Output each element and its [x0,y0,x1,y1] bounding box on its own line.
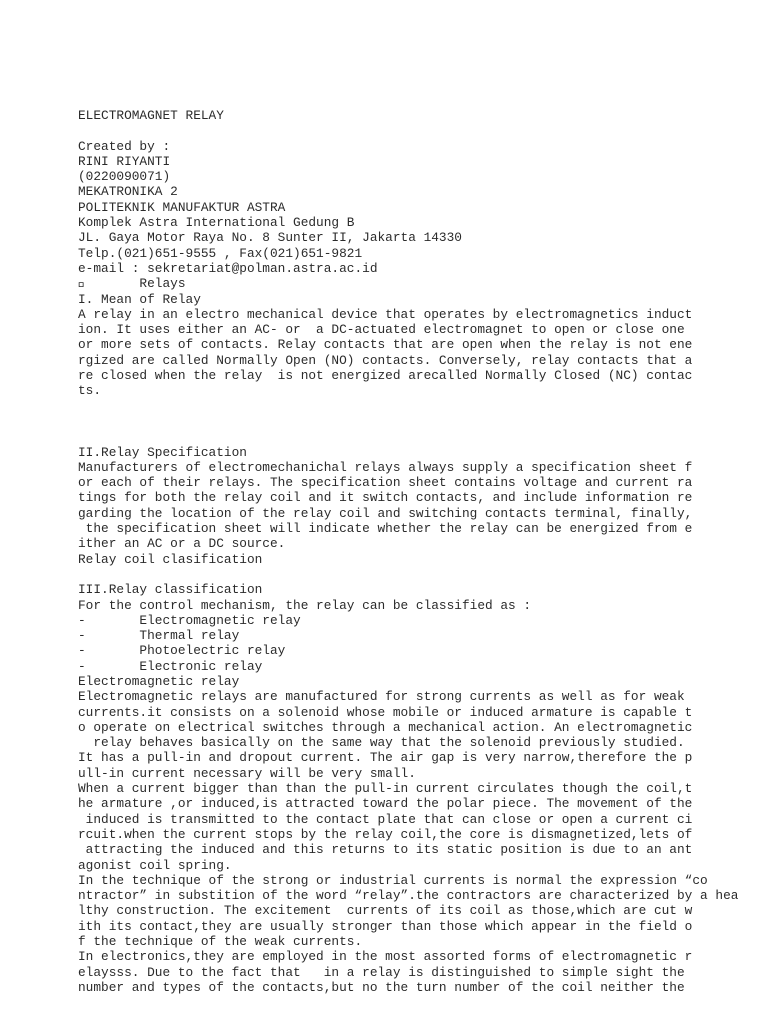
text-line: relay behaves basically on the same way that the solenoid previously studied. [78,735,685,751]
text-line: It has a pull-in and dropout current. The air gap is very narrow,therefore the p [78,750,693,766]
text-line: For the control mechanism, the relay can be classified as : [78,597,532,613]
text-line: III.Relay classification [78,582,263,598]
text-line: re closed when the relay is not energized arecalled Normally Closed (NC) contac [78,368,693,384]
text-line: or more sets of contacts. Relay contacts that are open when the relay is not ene [78,337,693,353]
text-line: ither an AC or a DC source. [78,536,286,552]
text-line: When a current bigger than than the pull-in current circulates though the coil,t [78,781,693,797]
text-line: JL. Gaya Motor Raya No. 8 Sunter II, Jakarta 14330 [78,230,462,246]
document-body [78,108,768,995]
text-line: In the technique of the strong or industrial currents is normal the expression “co [78,872,708,888]
blank-line [78,414,768,429]
text-line: Telp.(021)651-9555 , Fax(021)651-9821 [78,245,363,261]
text-line: ts. [78,383,102,399]
text-line: induced is transmitted to the contact plate that can close or open a current ci [78,811,693,827]
text-line: rcuit.when the current stops by the relay coil,the core is dismagnetized,lets of [78,826,693,842]
text-line: RINI RIYANTI [78,153,171,169]
text-line: lthy construction. The excitement currents of its coil as those,which are cut w [78,903,693,919]
text-line: Electromagnetic relay [78,673,240,689]
text-line: elaysss. Due to the fact that in a relay is distinguished to simple sight the [78,964,685,980]
text-line: - Thermal relay [78,628,240,644]
text-line: agonist coil spring. [78,857,232,873]
blank-line [78,567,768,582]
text-line: I. Mean of Relay [78,291,201,307]
text-line: he armature ,or induced,is attracted toward the polar piece. The movement of the [78,796,693,812]
text-line: Relay coil clasification [78,551,263,567]
text-line: - Photoelectric relay [78,643,286,659]
text-line: garding the location of the relay coil and switching contacts terminal, finally, [78,505,693,521]
text-line: Manufacturers of electromechanichal relays always supply a specification sheet f [78,459,693,475]
text-line: f the technique of the weak currents. [78,934,363,950]
text-line: ull-in current necessary will be very small. [78,765,416,781]
text-line: ELECTROMAGNET RELAY [78,108,224,123]
text-line: or each of their relays. The specification sheet contains voltage and current ra [78,475,693,491]
text-line: ion. It uses either an AC- or a DC-actuated electromagnet to open or close one [78,322,685,338]
blank-line [78,123,768,138]
text-line: A relay in an electro mechanical device that operates by electromagnetics induct [78,306,693,322]
text-line: (0220090071) [78,169,171,185]
blank-line [78,429,768,444]
text-line: ith its contact,they are usually stronger than those which appear in the field o [78,918,693,934]
text-line: ntractor” in substition of the word “relay”.the contractors are characterized by a hea [78,888,739,904]
text-line: MEKATRONIKA 2 [78,184,178,200]
text-line: o operate on electrical switches through a mechanical action. An electromagnetic [78,719,693,735]
text-line: currents.it consists on a solenoid whose mobile or induced armature is capable t [78,704,693,720]
text-line: Relays [78,276,186,292]
text-line: - Electromagnetic relay [78,612,301,628]
blank-line [78,399,768,414]
text-line: tings for both the relay coil and it switch contacts, and include information re [78,490,693,506]
text-line: In electronics,they are employed in the most assorted forms of electromagnetic r [78,949,693,965]
text-line: attracting the induced and this returns to its static position is due to an ant [78,842,693,858]
text-line: Electromagnetic relays are manufactured for strong currents as well as for weak [78,689,685,705]
text-line: Created by : [78,138,171,154]
text-line: Komplek Astra International Gedung B [78,215,355,231]
text-line: the specification sheet will indicate whether the relay can be energized from e [78,521,693,537]
text-line: number and types of the contacts,but no the turn number of the coil neither the [78,979,685,995]
text-line: e-mail : sekretariat@polman.astra.ac.id [78,260,378,276]
text-line: - Electronic relay [78,658,263,674]
text-line: II.Relay Specification [78,444,247,460]
text-line: POLITEKNIK MANUFAKTUR ASTRA [78,199,286,215]
text-line: rgized are called Normally Open (NO) contacts. Conversely, relay contacts that a [78,352,693,368]
